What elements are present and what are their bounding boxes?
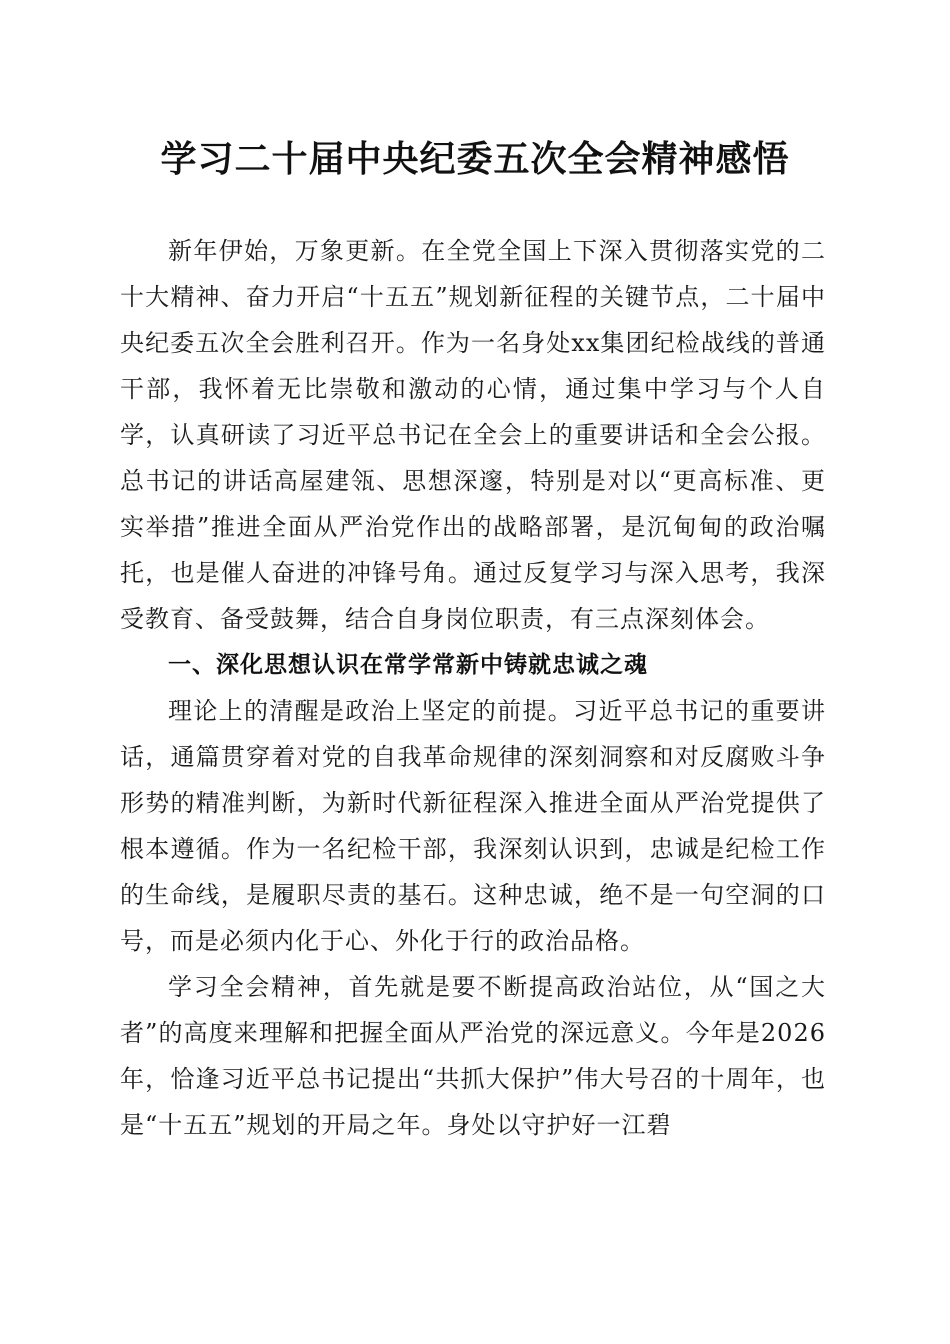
intro-paragraph: 新年伊始，万象更新。在全党全国上下深入贯彻落实党的二十大精神、奋力开启“十五五”规划新征程的关键节点，二十届中央纪委五次全会胜利召开。作为一名身处xx集团纪检战线的普通干部，我怀着无比崇敬和激动的心情，通过集中学习与个人自学，认真研读了习近平总书记在全会上的重要讲话和全会公报。总书记的讲话高屋建瓴、思想深邃，特别是对以“更高标准、更实举措”推进全面从严治党作出的战略部署，是沉甸甸的政治嘱托，也是催人奋进的冲锋号角。通过反复学习与深入思考，我深受教育、备受鼓舞，结合自身岗位职责，有三点深刻体会。 <box>120 237 826 633</box>
section1-paragraph-1: 理论上的清醒是政治上坚定的前提。习近平总书记的重要讲话，通篇贯穿着对党的自我革命规律的深刻洞察和对反腐败斗争形势的精准判断，为新时代新征程深入推进全面从严治党提供了根本遵循。作为一名纪检干部，我深刻认识到，忠诚是纪检工作的生命线，是履职尽责的基石。这种忠诚，绝不是一句空洞的口号，而是必须内化于心、外化于行的政治品格。 <box>120 697 826 955</box>
document-title: 学习二十届中央纪委五次全会精神感悟 <box>160 138 790 180</box>
section-heading-1: 一、深化思想认识在常学常新中铸就忠诚之魂 <box>168 652 648 678</box>
document-body <box>120 228 826 1148</box>
section1-paragraph-2: 学习全会精神，首先就是要不断提高政治站位，从“国之大者”的高度来理解和把握全面从严治党的深远意义。今年是2026年，恰逢习近平总书记提出“共抓大保护”伟大号召的十周年，也是“十五五”规划的开局之年。身处以守护好一江碧 <box>120 973 826 1139</box>
